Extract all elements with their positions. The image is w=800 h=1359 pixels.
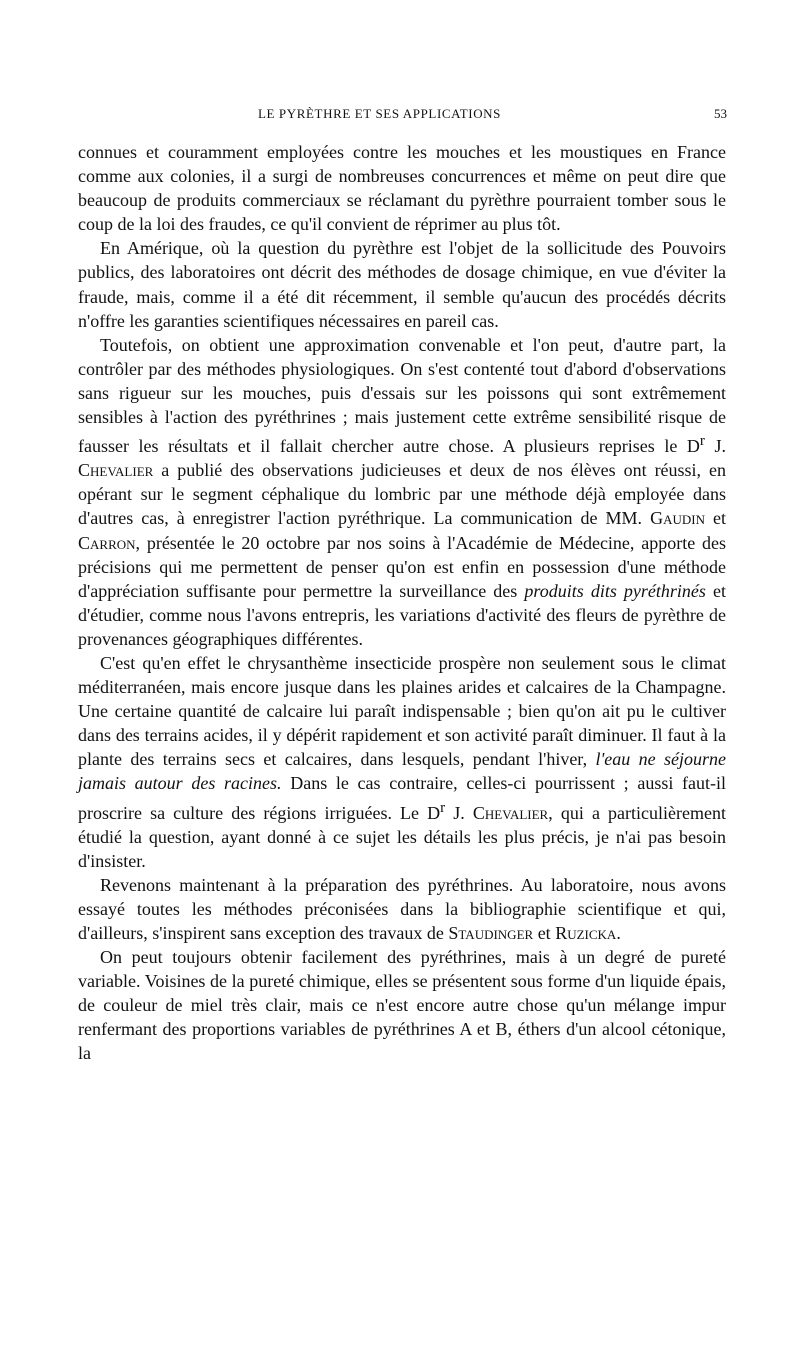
text-run: J. xyxy=(704,436,726,457)
paragraph-1: connues et couramment employées contre les mouches et les moustiques en France comme aux colonies, il a surgi de nombreuses concurrences et même on peut dire que beaucoup de produits commerciaux se réclamant du pyrèthre pourraient tomber sous le coup de la loi des fraudes, ce qu'il convient de réprimer au plus tôt. xyxy=(78,142,726,235)
text-run: et xyxy=(704,508,726,529)
page-number: 53 xyxy=(714,106,727,121)
italic-phrase: l'eau ne séjourne jamais autour des racines. xyxy=(78,749,726,794)
text-run: , présentée le 20 octobre par nos soins à l'Académie de Médecine, apporte des précisions qui me permettent de penser qu'on est enfin en possession d'une méthode d'appréciation suffisante pour permettre la surveillance des xyxy=(78,532,726,601)
text-run: et xyxy=(533,923,556,943)
author-name: Chevalier xyxy=(472,802,549,823)
author-name: Chevalier xyxy=(78,460,154,481)
running-head xyxy=(0,106,800,126)
paragraph-5 xyxy=(78,873,726,945)
superscript: r xyxy=(699,433,705,450)
paragraph-6: On peut toujours obtenir facilement des pyréthrines, mais à un degré de pureté variable. Voisines de la pureté chimique, elles se présentent sous forme d'un liquide épais, de couleur de miel très clair, mais ce n'est encore autre chose qu'un mélange impur renfermant des proportions variables de pyréthrines A et B, éthers d'un alcool cétonique, la xyxy=(78,947,726,1064)
body-text xyxy=(78,140,726,1066)
text-run: a publié des observations judicieuses et deux de nos élèves ont réussi, en opérant sur le segment céphalique du lombric par une méthode déjà employée dans d'autres cas, à enregistrer l'action pyréthrique. La communication de MM. xyxy=(78,460,726,529)
running-title: LE PYRÈTHRE ET SES APPLICATIONS xyxy=(258,106,501,121)
paragraph-4 xyxy=(78,651,726,873)
text-run: Revenons maintenant à la préparation des pyréthrines. Au laboratoire, nous avons essayé toutes les méthodes préconisées dans la bibliographie scientifique et qui, d'ailleurs, s'inspirent sans exception des travaux de xyxy=(78,874,726,943)
paragraph-2: En Amérique, où la question du pyrèthre est l'objet de la sollicitude des Pouvoirs publics, des laboratoires ont décrit des méthodes de dosage chimique, en vue d'éviter la fraude, mais, comme il a été dit récemment, il semble qu'aucun des procédés décrits n'offre les garanties scientifiques nécessaires en pareil cas. xyxy=(78,238,726,331)
text-run: et d'étudier, comme nous l'avons entrepris, les variations d'activité des fleurs de pyrèthre de provenances géographiques différentes. xyxy=(78,580,727,649)
author-name: Staudinger xyxy=(448,923,534,943)
author-name: Ruzicka xyxy=(555,923,617,943)
text-run: J. xyxy=(445,802,473,823)
italic-phrase: produits dits pyréthrinés xyxy=(524,580,706,601)
author-name: Gaudin xyxy=(650,508,705,529)
text-run: , qui a particulièrement étudié la question, ayant donné à ce sujet les détails les plus précis, je n'ai pas besoin d'insister. xyxy=(78,802,726,871)
paragraph-3 xyxy=(78,333,726,651)
text-run: . xyxy=(616,923,621,943)
superscript: r xyxy=(440,799,446,816)
author-name: Carron xyxy=(78,532,136,553)
text-run: Toutefois, on obtient une approximation convenable et l'on peut, d'autre part, la contrôler par des méthodes physiologiques. On s'est contenté tout d'abord d'observations sans rigueur sur les mouches, puis d'essais sur les poissons qui sont extrêmement sensibles à l'action des pyréthrines ; mais justement cette extrême sensibilité risque de fausser les résultats et il fallait chercher autre chose. A plusieurs reprises le D xyxy=(78,334,726,457)
text-run: C'est qu'en effet le chrysanthème insecticide prospère non seulement sous le climat méditerranéen, mais encore jusque dans les plaines arides et calcaires de la Champagne. Une certaine quantité de calcaire lui paraît indispensable ; bien qu'on ait pu le cultiver dans des terrains acides, il y dépérit rapidement et son activité paraît diminuer. Il faut à la plante des terrains secs et calcaires, dans lesquels, pendant l'hiver, xyxy=(78,652,726,770)
text-run: Dans le cas contraire, celles-ci pourrissent ; aussi faut-il proscrire sa culture des régions irriguées. Le D xyxy=(78,773,726,823)
